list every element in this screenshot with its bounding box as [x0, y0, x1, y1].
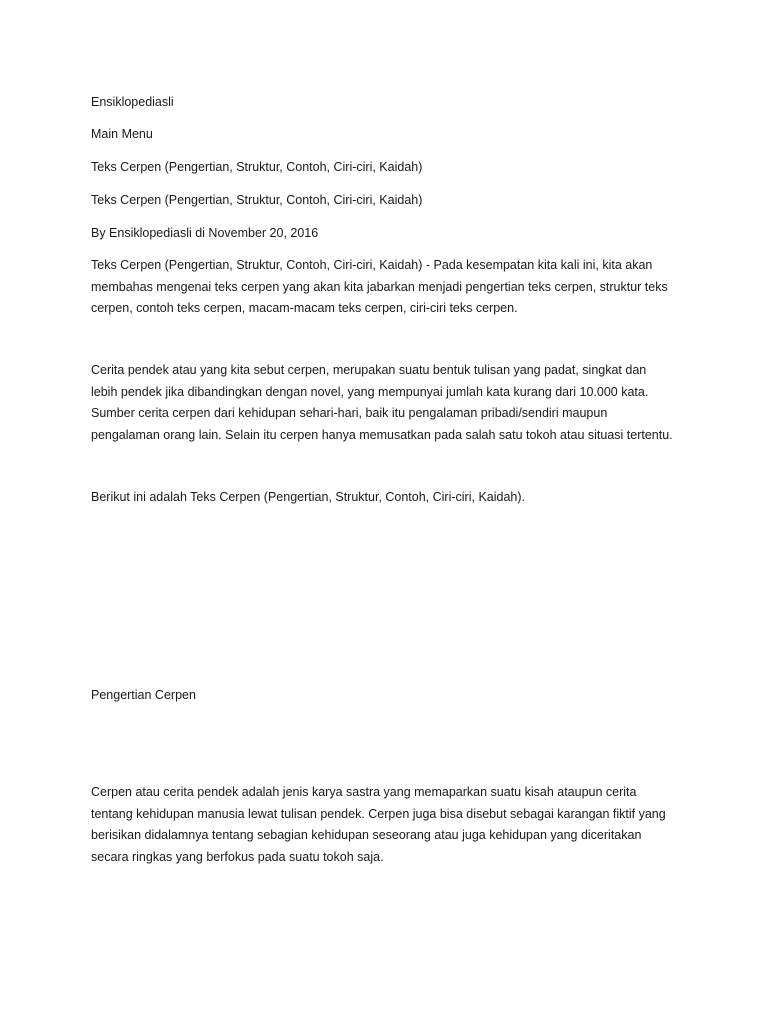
paragraph-line: tentang kehidupan manusia lewat tulisan pendek. Cerpen juga bisa disebut sebagai karangan fiktif yang	[91, 806, 666, 821]
main-menu-text: Main Menu	[91, 127, 153, 141]
byline: By Ensiklopediasli di November 20, 2016	[91, 226, 319, 240]
pengertian-paragraph	[91, 782, 691, 868]
paragraph-line: lebih pendek jika dibandingkan dengan novel, yang mempunyai jumlah kata kurang dari 10.000 kata.	[91, 384, 649, 399]
article-title-1: Teks Cerpen (Pengertian, Struktur, Contoh, Ciri-ciri, Kaidah)	[91, 160, 423, 174]
article-title-2: Teks Cerpen (Pengertian, Struktur, Contoh, Ciri-ciri, Kaidah)	[91, 193, 423, 207]
intro-paragraph	[91, 255, 691, 320]
definition-paragraph	[91, 360, 691, 446]
section-heading-pengertian: Pengertian Cerpen	[91, 688, 196, 702]
paragraph-line: Cerpen atau cerita pendek adalah jenis karya sastra yang memaparkan suatu kisah ataupun cerita	[91, 785, 637, 799]
paragraph-line: Sumber cerita cerpen dari kehidupan sehari-hari, baik itu pengalaman pribadi/sendiri maupun	[91, 406, 608, 420]
site-name: Ensiklopediasli	[91, 95, 174, 109]
paragraph-line: secara ringkas yang berfokus pada suatu tokoh saja.	[91, 849, 384, 864]
paragraph-line: cerpen, contoh teks cerpen, macam-macam teks cerpen, ciri-ciri teks cerpen.	[91, 301, 518, 315]
paragraph-line: berisikan didalamnya tentang sebagian kehidupan seseorang atau juga kehidupan yang diceritakan	[91, 828, 642, 842]
paragraph-line: Teks Cerpen (Pengertian, Struktur, Contoh, Ciri-ciri, Kaidah) - Pada kesempatan kita kali ini, kita akan	[91, 258, 653, 272]
paragraph-line: membahas mengenai teks cerpen yang akan kita jabarkan menjadi pengertian teks cerpen, struktur teks	[91, 279, 668, 294]
paragraph-line: Cerita pendek atau yang kita sebut cerpen, merupakan suatu bentuk tulisan yang padat, singkat dan	[91, 363, 647, 377]
intro-list-sentence: Berikut ini adalah Teks Cerpen (Pengertian, Struktur, Contoh, Ciri-ciri, Kaidah).	[91, 490, 526, 504]
paragraph-line: pengalaman orang lain. Selain itu cerpen hanya memusatkan pada salah satu tokoh atau situasi tertentu.	[91, 427, 673, 442]
